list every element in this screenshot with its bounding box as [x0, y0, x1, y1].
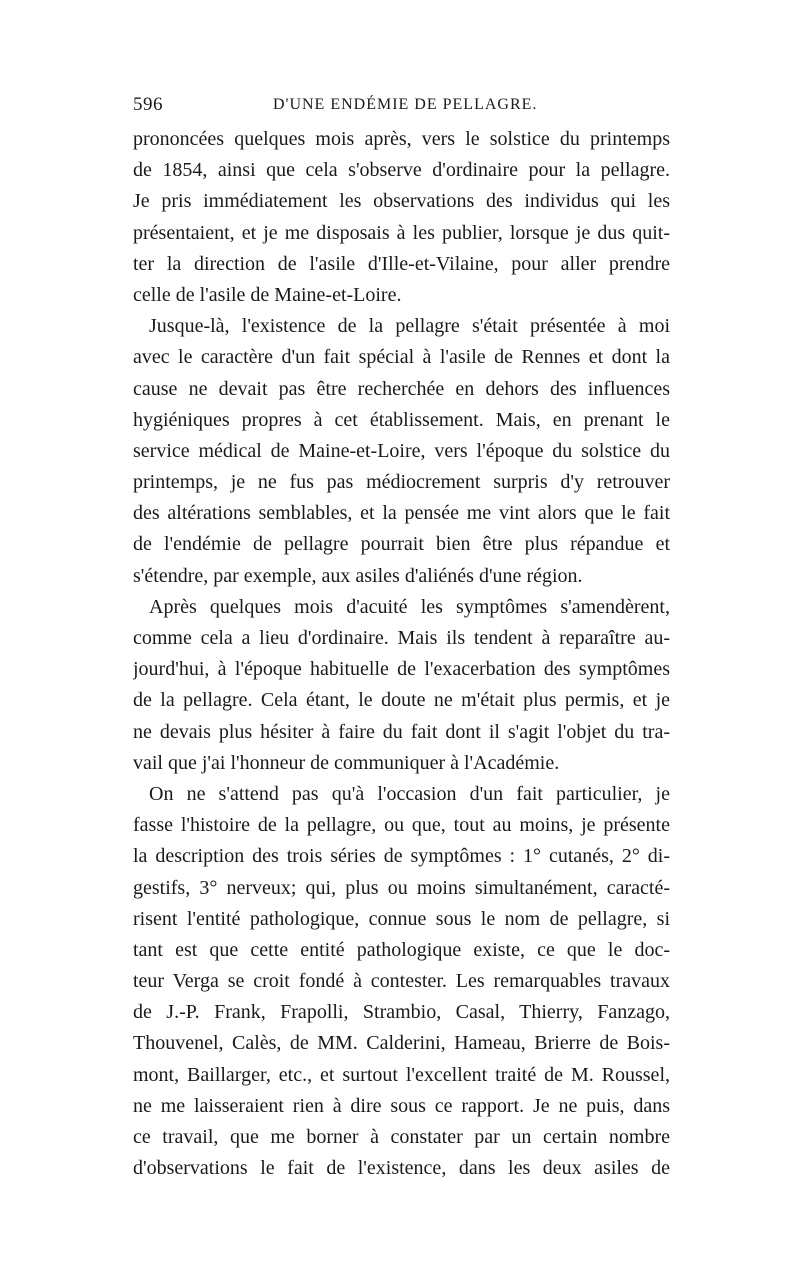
- text-line: mont, Baillarger, etc., et surtout l'excellent traité de M. Roussel,: [133, 1063, 670, 1086]
- text-line: de la pellagre. Cela étant, le doute ne m'était plus permis, et je: [133, 689, 670, 712]
- running-title: D'UNE ENDÉMIE DE PELLAGRE.: [273, 96, 538, 113]
- running-header: [133, 88, 670, 122]
- paragraph: [133, 779, 670, 1184]
- text-line: avec le caractère d'un fait spécial à l'asile de Rennes et dont la: [133, 346, 670, 369]
- text-line: vail que j'ai l'honneur de communiquer à l'Académie.: [133, 751, 560, 774]
- book-page: [133, 88, 670, 1184]
- text-line: hygiéniques propres à cet établissement. Mais, en prenant le: [133, 408, 670, 431]
- text-line: prononcées quelques mois après, vers le solstice du printemps: [133, 128, 670, 150]
- page-number: 596: [133, 94, 163, 115]
- text-line: jourd'hui, à l'époque habituelle de l'exacerbation des symptômes: [133, 658, 670, 681]
- text-line: Thouvenel, Calès, de MM. Calderini, Hameau, Brierre de Bois-: [133, 1032, 670, 1055]
- text-line: celle de l'asile de Maine-et-Loire.: [133, 283, 402, 306]
- text-line: gestifs, 3° nerveux; qui, plus ou moins simultanément, caracté-: [133, 876, 670, 899]
- paragraph: [133, 124, 670, 311]
- text-line: teur Verga se croit fondé à contester. Les remarquables travaux: [133, 970, 670, 993]
- text-line: la description des trois séries de symptômes : 1° cutanés, 2° di-: [133, 845, 670, 868]
- text-line: présentaient, et je me disposais à les publier, lorsque je dus quit-: [133, 221, 670, 244]
- text-line: de J.-P. Frank, Frapolli, Strambio, Casal, Thierry, Fanzago,: [133, 1001, 670, 1024]
- text-line: cause ne devait pas être recherchée en dehors des influences: [133, 377, 670, 400]
- text-line: service médical de Maine-et-Loire, vers l'époque du solstice du: [133, 439, 670, 462]
- text-line: ce travail, que me borner à constater par un certain nombre: [133, 1126, 670, 1148]
- text-line: s'étendre, par exemple, aux asiles d'aliénés d'une région.: [133, 564, 583, 587]
- text-line: d'observations le fait de l'existence, dans les deux asiles de: [133, 1157, 670, 1180]
- text-line: ne devais plus hésiter à faire du fait dont il s'agit l'objet du tra-: [133, 720, 670, 743]
- paragraph: [133, 592, 670, 779]
- text-line: Jusque-là, l'existence de la pellagre s'était présentée à moi: [149, 315, 670, 338]
- text-line: On ne s'attend pas qu'à l'occasion d'un fait particulier, je: [149, 782, 670, 805]
- text-line: Après quelques mois d'acuité les symptômes s'amendèrent,: [149, 595, 670, 618]
- text-line: fasse l'histoire de la pellagre, ou que, tout au moins, je présente: [133, 814, 670, 837]
- text-line: Je pris immédiatement les observations des individus qui les: [133, 190, 670, 213]
- body-text: [133, 124, 670, 1184]
- text-line: risent l'entité pathologique, connue sous le nom de pellagre, si: [133, 907, 670, 930]
- text-line: comme cela a lieu d'ordinaire. Mais ils tendent à reparaître au-: [133, 627, 670, 649]
- text-line: des altérations semblables, et la pensée me vint alors que le fait: [133, 502, 670, 525]
- paragraph: [133, 311, 670, 592]
- text-line: de l'endémie de pellagre pourrait bien être plus répandue et: [133, 533, 670, 556]
- text-line: printemps, je ne fus pas médiocrement surpris d'y retrouver: [133, 471, 670, 494]
- text-line: ne me laisseraient rien à dire sous ce rapport. Je ne puis, dans: [133, 1094, 670, 1117]
- text-line: ter la direction de l'asile d'Ille-et-Vilaine, pour aller prendre: [133, 252, 670, 275]
- text-line: de 1854, ainsi que cela s'observe d'ordinaire pour la pellagre.: [133, 159, 670, 182]
- text-line: tant est que cette entité pathologique existe, ce que le doc-: [133, 938, 670, 961]
